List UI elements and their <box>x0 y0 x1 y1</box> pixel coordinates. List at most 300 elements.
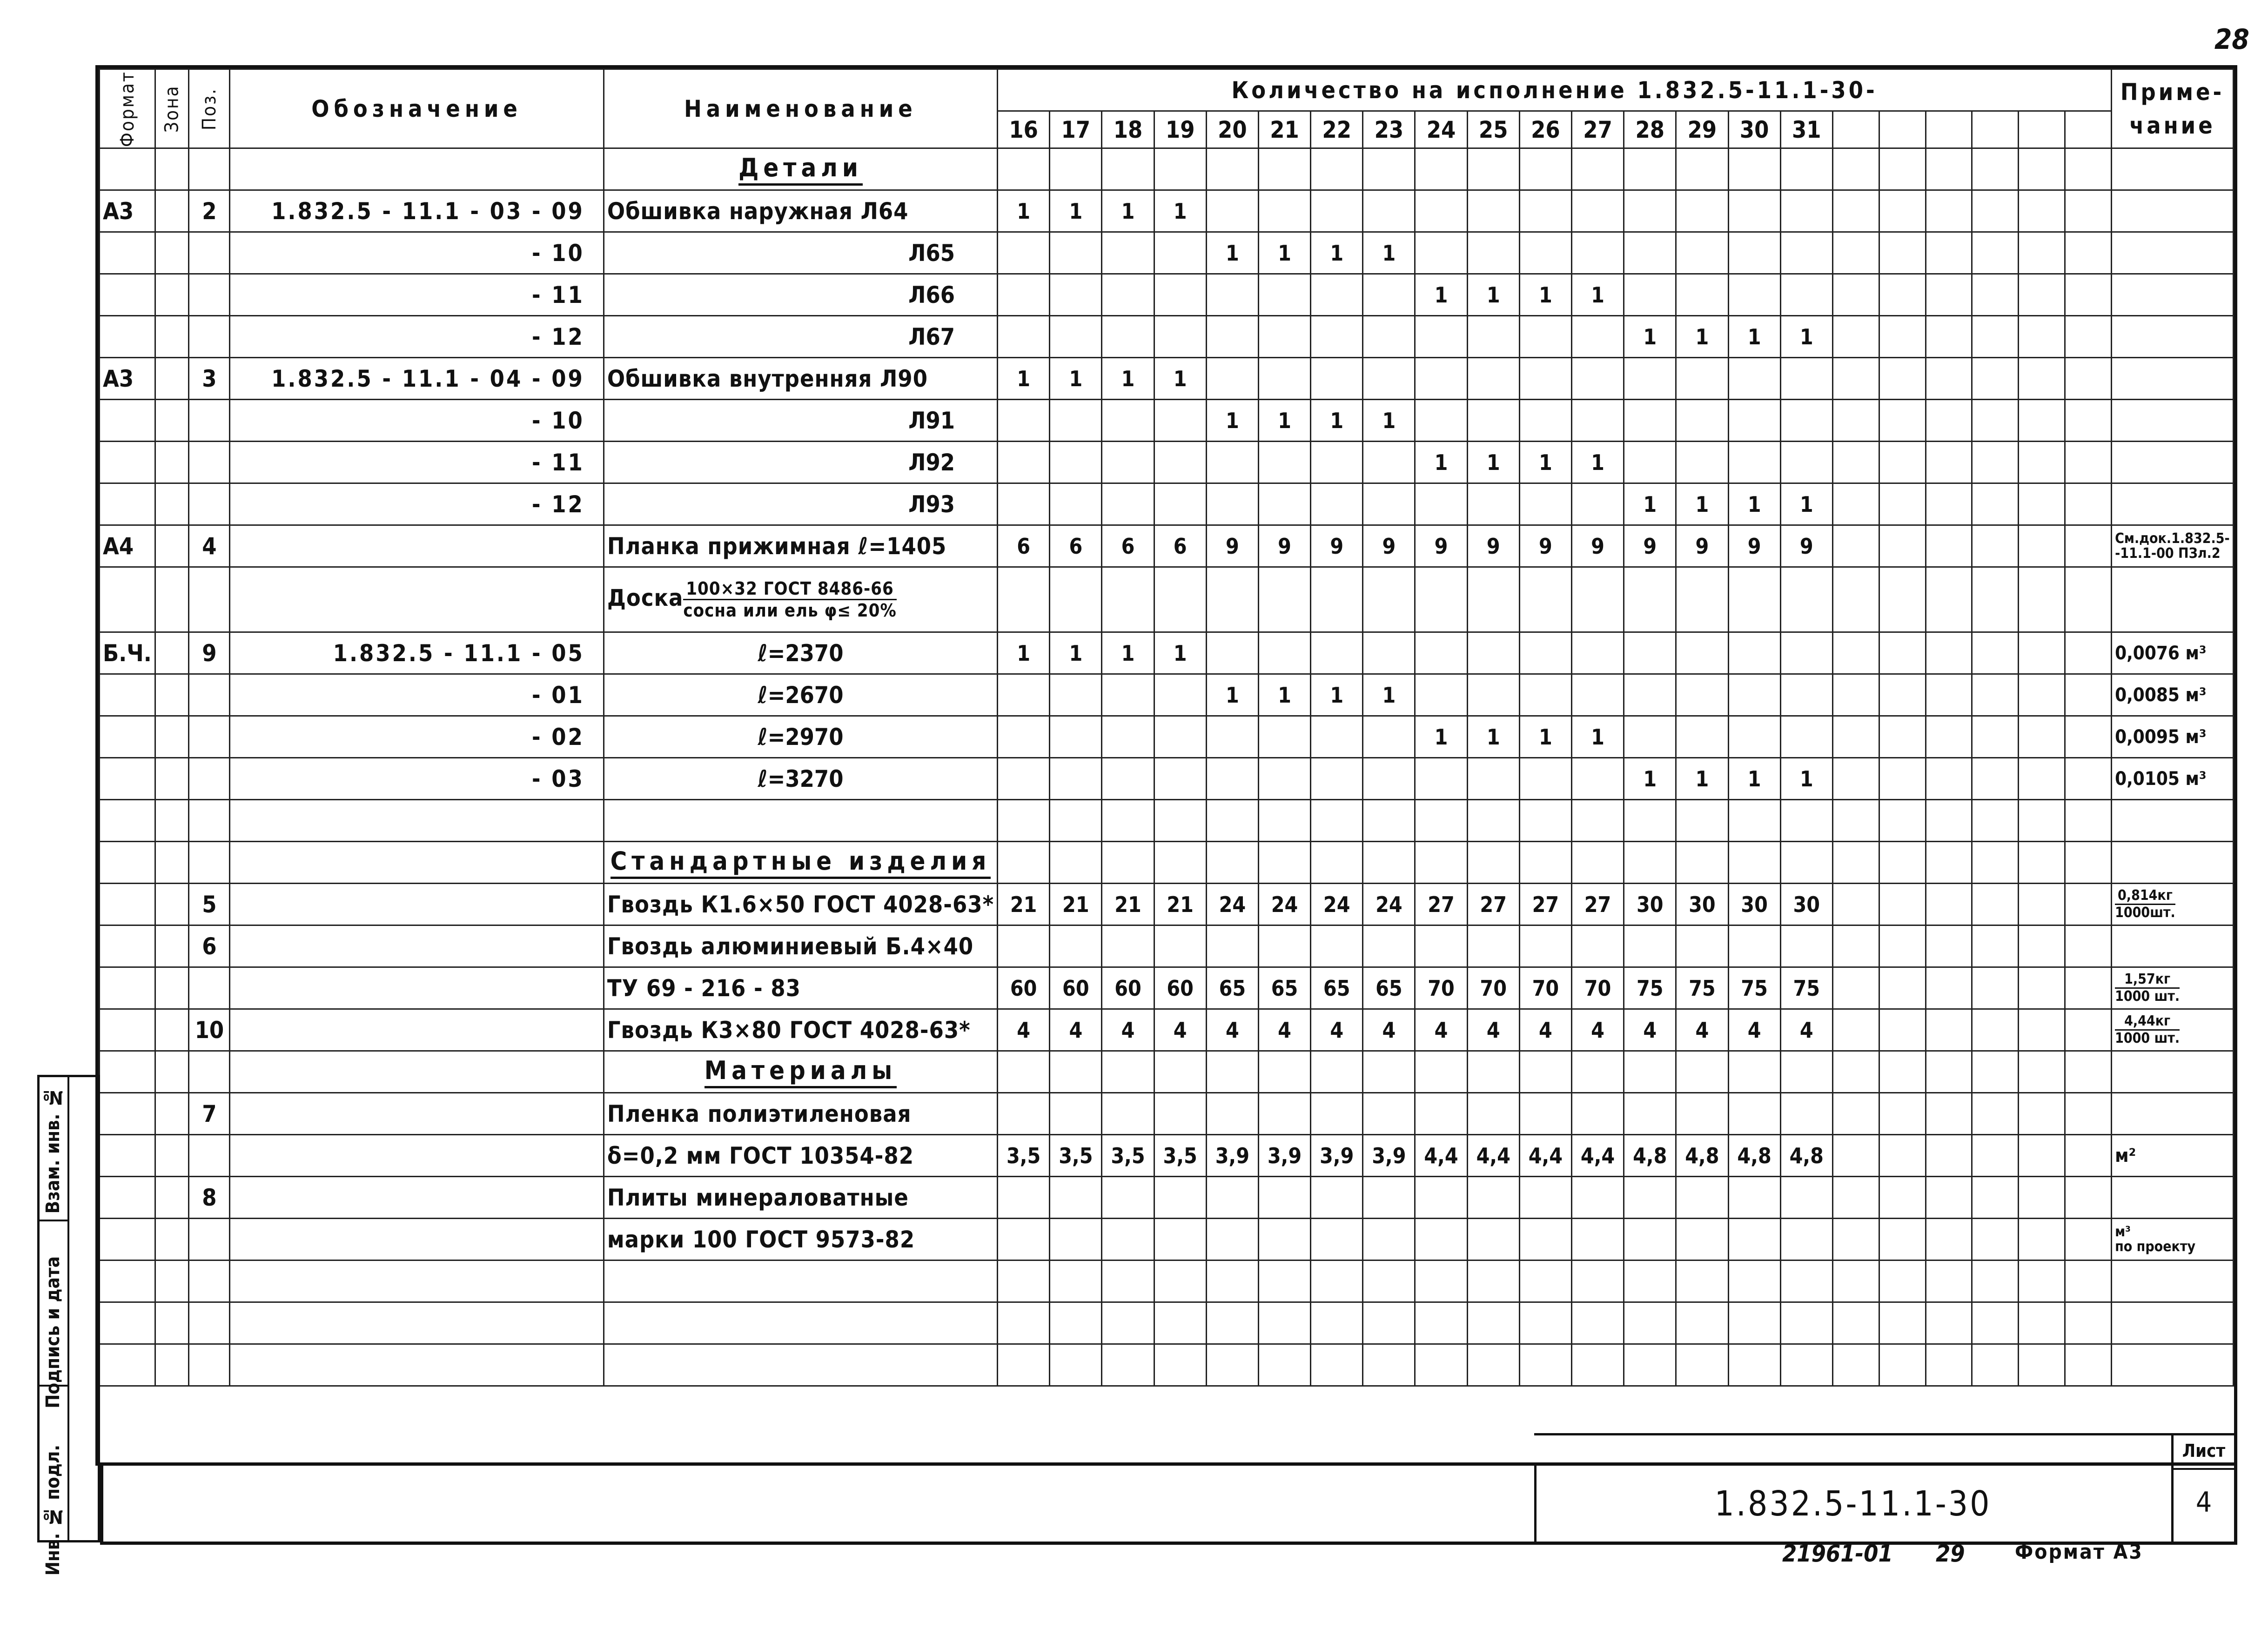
position-cell <box>189 483 230 525</box>
specification-table <box>99 68 2234 1387</box>
quantity-cell: 1 <box>1050 632 1102 674</box>
quantity-cell <box>1154 400 1206 442</box>
quantity-cell <box>1624 148 1676 190</box>
position-cell <box>189 148 230 190</box>
quantity-cell <box>998 925 1050 967</box>
format-label: Формат А3 <box>2015 1540 2143 1564</box>
quantity-cell <box>1363 148 1415 190</box>
quantity-cell <box>2019 674 2065 716</box>
quantity-cell <box>1926 1093 1972 1135</box>
header-note-line2: чание <box>2129 112 2215 139</box>
note-cell <box>2112 232 2234 274</box>
quantity-cell <box>1780 232 1832 274</box>
quantity-cell <box>1624 190 1676 232</box>
quantity-cell <box>1728 716 1780 758</box>
designation-cell: - 11 <box>230 442 604 483</box>
note-cell <box>2112 1302 2234 1344</box>
quantity-cell: 1 <box>1519 442 1571 483</box>
designation-cell <box>230 1177 604 1219</box>
quantity-cell <box>1676 1219 1728 1260</box>
quantity-cell <box>1728 190 1780 232</box>
quantity-cell <box>1258 1219 1310 1260</box>
quantity-cell <box>1311 1302 1363 1344</box>
quantity-cell <box>1415 148 1467 190</box>
quantity-cell <box>1363 632 1415 674</box>
quantity-cell <box>1311 358 1363 400</box>
quantity-cell <box>1571 400 1624 442</box>
quantity-cell <box>998 274 1050 316</box>
table-row <box>100 1051 2234 1093</box>
quantity-cell <box>1519 632 1571 674</box>
quantity-cell <box>1624 632 1676 674</box>
quantity-cell <box>998 442 1050 483</box>
quantity-cell <box>1879 1135 1926 1177</box>
position-cell: 4 <box>189 525 230 567</box>
quantity-cell: 1 <box>1467 274 1519 316</box>
name-cell: Л93 <box>604 483 997 525</box>
quantity-cell <box>1363 1177 1415 1219</box>
quantity-cell <box>1154 1177 1206 1219</box>
quantity-cell <box>1780 925 1832 967</box>
header-zone: Зона <box>155 69 189 148</box>
quantity-cell <box>2065 400 2112 442</box>
quantity-cell <box>1415 758 1467 800</box>
quantity-cell <box>1780 358 1832 400</box>
quantity-cell <box>1467 842 1519 884</box>
quantity-cell <box>998 148 1050 190</box>
position-cell <box>189 758 230 800</box>
position-cell <box>189 967 230 1009</box>
quantity-cell <box>1519 1302 1571 1344</box>
quantity-cell <box>1571 1093 1624 1135</box>
quantity-cell <box>1102 1344 1154 1386</box>
quantity-cell <box>1363 1260 1415 1302</box>
note-line2: -11.1-00 ПЗл.2 <box>2115 545 2221 562</box>
quantity-cell: 1 <box>1780 316 1832 358</box>
quantity-cell <box>1624 274 1676 316</box>
quantity-cell: 1 <box>998 358 1050 400</box>
quantity-cell <box>1467 567 1519 632</box>
quantity-cell: 9 <box>1780 525 1832 567</box>
quantity-cell <box>1624 716 1676 758</box>
document-code: 1.832.5-11.1-30 <box>1534 1466 2169 1542</box>
name-cell: Гвоздь К3×80 ГОСТ 4028-63* <box>604 1009 997 1051</box>
quantity-cell <box>1050 716 1102 758</box>
quantity-cell <box>1311 316 1363 358</box>
quantity-cell <box>2019 1219 2065 1260</box>
quantity-cell <box>2019 925 2065 967</box>
quantity-cell: 4 <box>1519 1009 1571 1051</box>
quantity-cell <box>1926 884 1972 925</box>
name-cell: Обшивка внутренняя Л90 <box>604 358 997 400</box>
name-cell: ℓ=2670 <box>604 674 997 716</box>
table-row <box>100 525 2234 567</box>
quantity-cell <box>1728 842 1780 884</box>
note-cell <box>2112 190 2234 232</box>
quantity-cell: 4,8 <box>1624 1135 1676 1177</box>
note-fraction <box>2115 888 2175 921</box>
quantity-cell <box>1780 274 1832 316</box>
quantity-cell <box>1780 800 1832 842</box>
designation-cell <box>230 1260 604 1302</box>
format-cell <box>100 1051 155 1093</box>
header-name: Наименование <box>604 69 997 148</box>
name-cell: Плиты минераловатные <box>604 1177 997 1219</box>
quantity-cell <box>2065 316 2112 358</box>
quantity-cell: 4 <box>1624 1009 1676 1051</box>
zone-cell <box>155 1260 189 1302</box>
quantity-cell <box>2065 1302 2112 1344</box>
quantity-cell <box>1571 1219 1624 1260</box>
quantity-cell <box>1879 400 1926 442</box>
quantity-cell <box>1571 1177 1624 1219</box>
zone-cell <box>155 274 189 316</box>
quantity-cell <box>1415 1177 1467 1219</box>
quantity-cell <box>1206 148 1258 190</box>
note-cell: 0,0105 м³ <box>2112 758 2234 800</box>
quantity-cell: 9 <box>1728 525 1780 567</box>
quantity-cell <box>1879 442 1926 483</box>
zone-cell <box>155 800 189 842</box>
format-cell <box>100 316 155 358</box>
quantity-cell <box>1624 1219 1676 1260</box>
archive-number: 21961-01 <box>1782 1540 1893 1567</box>
quantity-cell <box>1519 148 1571 190</box>
table-row <box>100 1302 2234 1344</box>
quantity-cell <box>1363 442 1415 483</box>
quantity-cell <box>1972 674 2019 716</box>
quantity-cell <box>1311 190 1363 232</box>
note-cell <box>2112 1009 2234 1051</box>
quantity-cell <box>1832 316 1879 358</box>
quantity-cell: 65 <box>1311 967 1363 1009</box>
format-cell <box>100 274 155 316</box>
zone-cell <box>155 483 189 525</box>
table-row <box>100 842 2234 884</box>
quantity-cell <box>1728 400 1780 442</box>
designation-cell <box>230 925 604 967</box>
table-row <box>100 400 2234 442</box>
quantity-cell <box>1363 1344 1415 1386</box>
quantity-cell <box>1832 190 1879 232</box>
name-cell: δ=0,2 мм ГОСТ 10354-82 <box>604 1135 997 1177</box>
designation-cell <box>230 1344 604 1386</box>
quantity-cell <box>1415 358 1467 400</box>
name-cell: Л91 <box>604 400 997 442</box>
quantity-cell <box>1363 1219 1415 1260</box>
inv-repl-label: Взам. инв. № <box>42 1086 64 1214</box>
quantity-cell <box>2019 1051 2065 1093</box>
quantity-cell <box>998 1344 1050 1386</box>
quantity-cell <box>2065 967 2112 1009</box>
quantity-cell: 1 <box>1050 190 1102 232</box>
note-cell <box>2112 442 2234 483</box>
quantity-cell <box>2019 632 2065 674</box>
quantity-cell: 1 <box>998 632 1050 674</box>
quantity-cell: 1 <box>1102 358 1154 400</box>
name-cell <box>604 1302 997 1344</box>
quantity-cell: 4 <box>1050 1009 1102 1051</box>
variant-column-header: 25 <box>1467 111 1519 148</box>
position-cell <box>189 274 230 316</box>
quantity-cell: 1 <box>1311 674 1363 716</box>
quantity-cell <box>1206 190 1258 232</box>
quantity-cell <box>1879 884 1926 925</box>
quantity-cell <box>1050 1260 1102 1302</box>
position-cell: 2 <box>189 190 230 232</box>
table-row <box>100 800 2234 842</box>
quantity-cell <box>1926 800 1972 842</box>
quantity-cell <box>1571 1260 1624 1302</box>
quantity-cell <box>1206 842 1258 884</box>
quantity-cell: 9 <box>1571 525 1624 567</box>
quantity-cell <box>1832 1051 1879 1093</box>
note-cell <box>2112 1177 2234 1219</box>
variant-column-header: 29 <box>1676 111 1728 148</box>
designation-cell <box>230 842 604 884</box>
quantity-cell <box>1926 442 1972 483</box>
quantity-cell <box>998 400 1050 442</box>
quantity-cell <box>1206 758 1258 800</box>
quantity-cell <box>1519 674 1571 716</box>
note-cell: 0,0095 м³ <box>2112 716 2234 758</box>
name-cell: Л92 <box>604 442 997 483</box>
quantity-cell <box>1926 232 1972 274</box>
quantity-cell <box>1102 716 1154 758</box>
format-cell <box>100 967 155 1009</box>
quantity-cell <box>1050 316 1102 358</box>
quantity-cell <box>2019 316 2065 358</box>
quantity-cell <box>1467 632 1519 674</box>
quantity-cell <box>1102 1093 1154 1135</box>
quantity-cell: 9 <box>1624 525 1676 567</box>
table-row <box>100 1219 2234 1260</box>
quantity-cell <box>998 316 1050 358</box>
quantity-cell <box>1467 1344 1519 1386</box>
quantity-cell <box>1571 1051 1624 1093</box>
quantity-cell: 27 <box>1415 884 1467 925</box>
quantity-cell <box>1972 1051 2019 1093</box>
variant-column-header: 28 <box>1624 111 1676 148</box>
quantity-cell <box>1415 400 1467 442</box>
quantity-cell <box>1258 1177 1310 1219</box>
quantity-cell <box>1467 1093 1519 1135</box>
variant-column-header: 18 <box>1102 111 1154 148</box>
position-cell: 9 <box>189 632 230 674</box>
name-cell: ℓ=2370 <box>604 632 997 674</box>
designation-cell: - 10 <box>230 232 604 274</box>
quantity-cell <box>1780 842 1832 884</box>
quantity-cell: 1 <box>1206 232 1258 274</box>
zone-cell <box>155 967 189 1009</box>
quantity-cell <box>1879 148 1926 190</box>
quantity-cell <box>2065 525 2112 567</box>
quantity-cell <box>1311 1344 1363 1386</box>
section-title: Материалы <box>705 1056 897 1088</box>
quantity-cell <box>1206 274 1258 316</box>
quantity-cell <box>2065 632 2112 674</box>
quantity-cell: 1 <box>1676 316 1728 358</box>
variant-column-header <box>1926 111 1972 148</box>
name-cell <box>604 1344 997 1386</box>
quantity-cell <box>1879 1344 1926 1386</box>
quantity-cell <box>1926 716 1972 758</box>
quantity-cell <box>2065 148 2112 190</box>
format-cell <box>100 800 155 842</box>
quantity-cell <box>1206 925 1258 967</box>
quantity-cell <box>1258 800 1310 842</box>
position-cell <box>189 400 230 442</box>
quantity-cell <box>1415 1051 1467 1093</box>
quantity-cell <box>1258 483 1310 525</box>
quantity-cell <box>1206 1260 1258 1302</box>
quantity-cell <box>1050 232 1102 274</box>
quantity-cell <box>1467 400 1519 442</box>
quantity-cell <box>1832 1260 1879 1302</box>
quantity-cell <box>1879 967 1926 1009</box>
quantity-cell <box>2065 1009 2112 1051</box>
quantity-cell: 9 <box>1519 525 1571 567</box>
quantity-cell <box>2019 1093 2065 1135</box>
quantity-cell <box>2019 1177 2065 1219</box>
quantity-cell <box>2065 274 2112 316</box>
note-cell <box>2112 967 2234 1009</box>
quantity-cell: 1 <box>1102 190 1154 232</box>
quantity-cell: 24 <box>1206 884 1258 925</box>
quantity-cell: 1 <box>1363 674 1415 716</box>
quantity-cell <box>1519 1344 1571 1386</box>
quantity-cell <box>1926 1260 1972 1302</box>
format-cell <box>100 842 155 884</box>
format-cell <box>100 442 155 483</box>
board-spec-bottom: сосна или ель φ≤ 20% <box>683 600 897 621</box>
name-cell: Л65 <box>604 232 997 274</box>
quantity-cell <box>1926 483 1972 525</box>
quantity-cell: 4,8 <box>1728 1135 1780 1177</box>
quantity-cell <box>1311 1177 1363 1219</box>
note-cell <box>2112 274 2234 316</box>
quantity-cell <box>1972 442 2019 483</box>
quantity-cell <box>2019 483 2065 525</box>
quantity-cell <box>1102 442 1154 483</box>
quantity-cell <box>1676 148 1728 190</box>
quantity-cell <box>2065 190 2112 232</box>
quantity-cell <box>1154 1219 1206 1260</box>
quantity-cell <box>1972 1344 2019 1386</box>
quantity-cell <box>1467 483 1519 525</box>
quantity-cell <box>1258 925 1310 967</box>
quantity-cell <box>1926 1177 1972 1219</box>
quantity-cell <box>1519 925 1571 967</box>
quantity-cell <box>1519 1219 1571 1260</box>
quantity-cell <box>998 1093 1050 1135</box>
quantity-cell <box>1415 232 1467 274</box>
name-cell <box>604 842 997 884</box>
table-row <box>100 758 2234 800</box>
quantity-cell <box>1676 1344 1728 1386</box>
quantity-cell <box>1467 1302 1519 1344</box>
quantity-cell <box>1258 567 1310 632</box>
position-cell <box>189 232 230 274</box>
quantity-cell <box>2065 800 2112 842</box>
quantity-cell <box>1972 1219 2019 1260</box>
quantity-cell <box>1311 925 1363 967</box>
quantity-cell <box>1311 1219 1363 1260</box>
quantity-cell: 4 <box>1311 1009 1363 1051</box>
designation-cell: - 12 <box>230 483 604 525</box>
quantity-cell <box>1050 442 1102 483</box>
quantity-cell <box>1972 884 2019 925</box>
designation-cell: - 03 <box>230 758 604 800</box>
quantity-cell <box>2019 525 2065 567</box>
format-cell <box>100 674 155 716</box>
variant-column-header <box>2019 111 2065 148</box>
quantity-cell <box>1206 358 1258 400</box>
quantity-cell <box>1972 1260 2019 1302</box>
quantity-cell: 3,9 <box>1258 1135 1310 1177</box>
table-row <box>100 925 2234 967</box>
quantity-cell <box>2019 716 2065 758</box>
header-note <box>2112 69 2234 148</box>
designation-cell: 1.832.5 - 11.1 - 05 <box>230 632 604 674</box>
note-cell <box>2112 567 2234 632</box>
quantity-cell <box>1728 232 1780 274</box>
format-cell <box>100 758 155 800</box>
designation-cell: - 02 <box>230 716 604 758</box>
quantity-cell <box>1676 842 1728 884</box>
note-cell <box>2112 358 2234 400</box>
quantity-cell <box>1571 232 1624 274</box>
quantity-cell <box>1728 442 1780 483</box>
quantity-cell <box>1624 800 1676 842</box>
quantity-cell <box>2065 358 2112 400</box>
quantity-cell <box>2019 442 2065 483</box>
designation-cell: 1.832.5 - 11.1 - 03 - 09 <box>230 190 604 232</box>
quantity-cell <box>998 1260 1050 1302</box>
table-row <box>100 232 2234 274</box>
quantity-cell <box>1571 567 1624 632</box>
name-cell: Л67 <box>604 316 997 358</box>
quantity-cell <box>1879 1177 1926 1219</box>
quantity-cell <box>998 842 1050 884</box>
quantity-cell <box>1972 967 2019 1009</box>
quantity-cell: 27 <box>1467 884 1519 925</box>
quantity-cell <box>1467 148 1519 190</box>
zone-cell <box>155 1009 189 1051</box>
name-cell: Обшивка наружная Л64 <box>604 190 997 232</box>
name-cell <box>604 800 997 842</box>
quantity-cell: 75 <box>1780 967 1832 1009</box>
table-row <box>100 316 2234 358</box>
note-cell <box>2112 1051 2234 1093</box>
quantity-cell <box>1519 758 1571 800</box>
quantity-cell: 1 <box>1624 316 1676 358</box>
quantity-cell <box>1050 1302 1102 1344</box>
note-cell: 0,0085 м³ <box>2112 674 2234 716</box>
quantity-cell <box>1676 274 1728 316</box>
note-fraction-bottom: 1000 шт. <box>2115 1030 2180 1046</box>
quantity-cell <box>1926 1009 1972 1051</box>
specification-sheet <box>95 65 2237 1466</box>
variant-column-header: 23 <box>1363 111 1415 148</box>
quantity-cell <box>1571 842 1624 884</box>
quantity-cell <box>1519 316 1571 358</box>
quantity-cell <box>1676 232 1728 274</box>
quantity-cell: 3,5 <box>1102 1135 1154 1177</box>
quantity-cell <box>1832 232 1879 274</box>
quantity-cell: 9 <box>1415 525 1467 567</box>
quantity-cell <box>1728 1051 1780 1093</box>
